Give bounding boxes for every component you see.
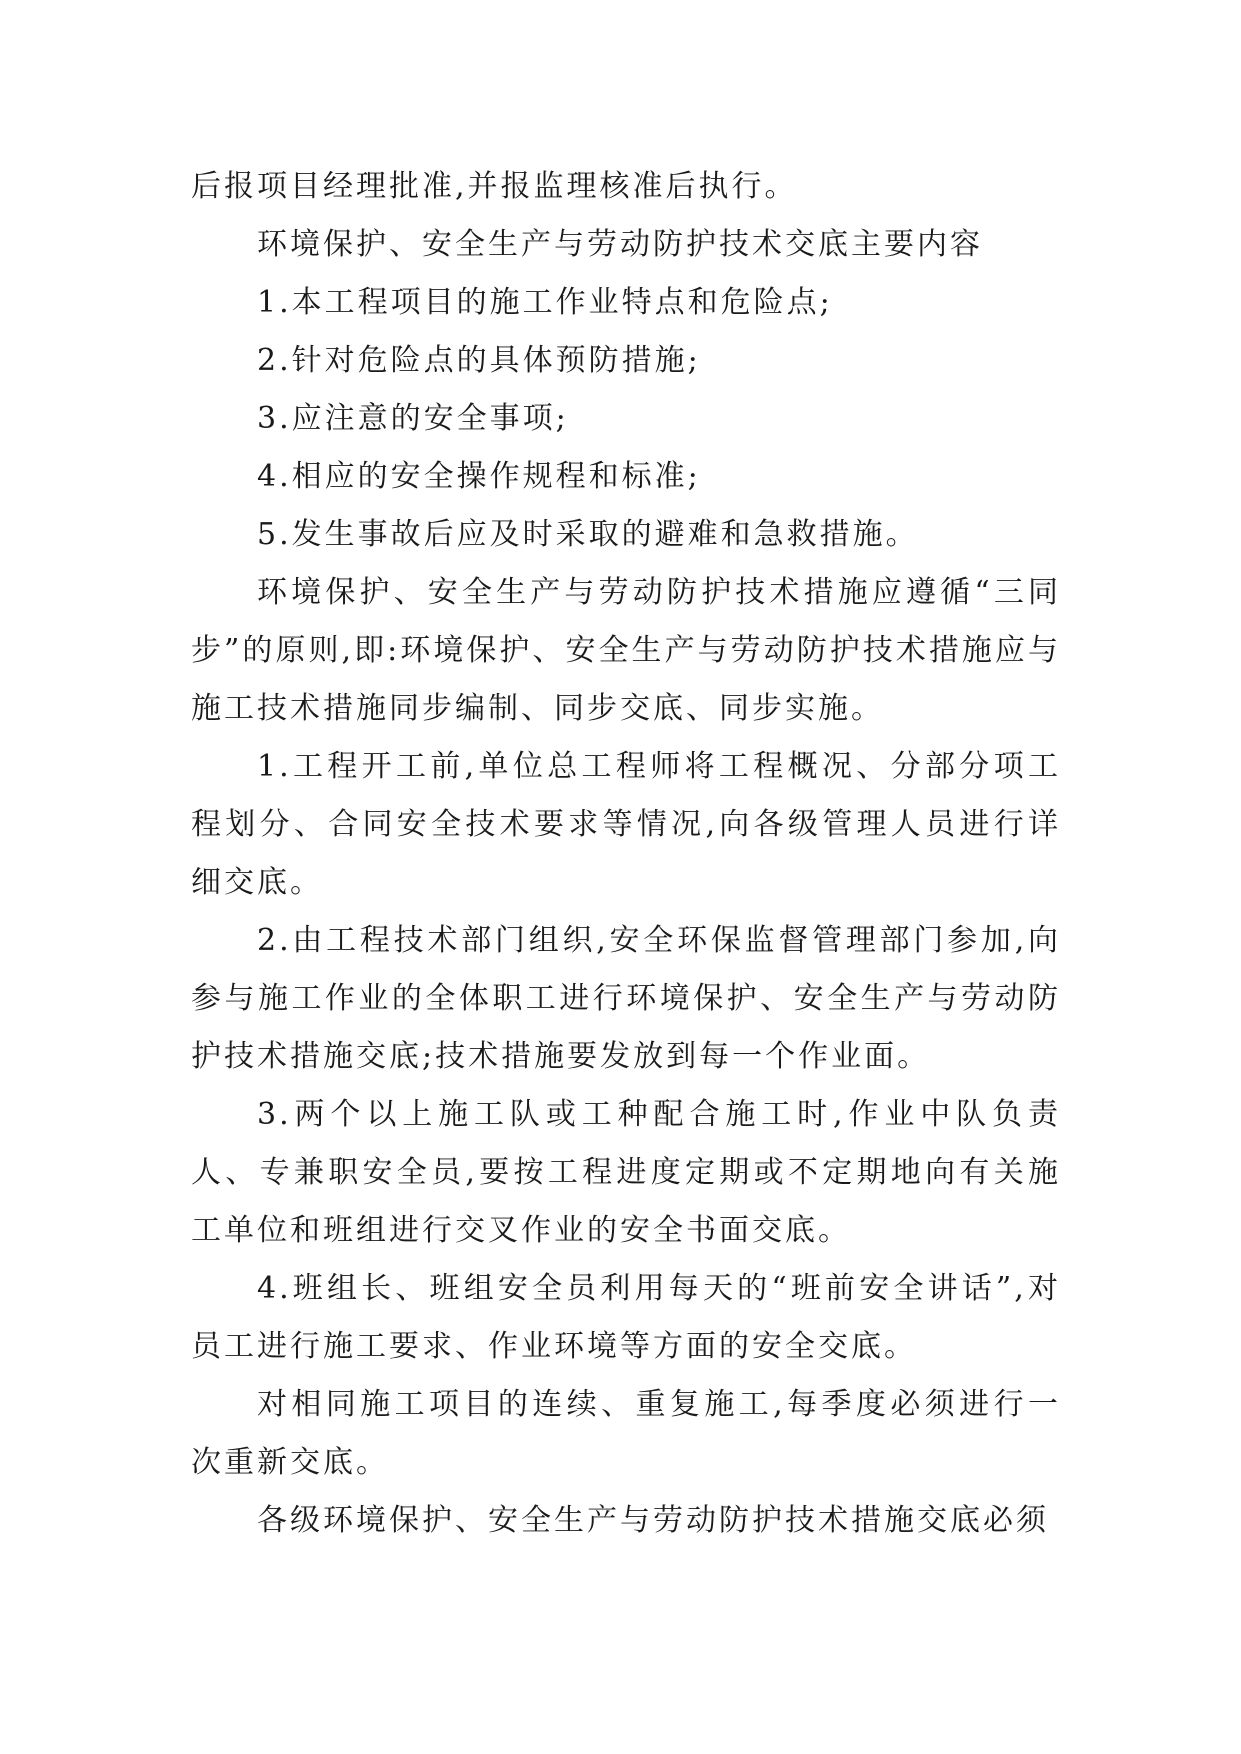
- paragraph: 各级环境保护、安全生产与劳动防护技术措施交底必须: [257, 1503, 1049, 1538]
- paragraph: 后报项目经理批准,并报监理核准后执行。: [191, 169, 798, 204]
- list-item: 4.相应的安全操作规程和标准;: [257, 459, 701, 494]
- paragraph: 对相同施工项目的连续、重复施工,每季度必须进行一次重新交底。: [191, 1387, 1061, 1480]
- list-item: 5.发生事故后应及时采取的避难和急救措施。: [257, 517, 919, 552]
- list-item: 4.班组长、班组安全员利用每天的“班前安全讲话”,对员工进行施工要求、作业环境等方面的安全交底。: [191, 1271, 1061, 1364]
- paragraph: 环境保护、安全生产与劳动防护技术措施应遵循“三同步”的原则,即:环境保护、安全生产与劳动防护技术措施应与施工技术措施同步编制、同步交底、同步实施。: [191, 575, 1061, 726]
- list-item: 2.由工程技术部门组织,安全环保监督管理部门参加,向参与施工作业的全体职工进行环境保护、安全生产与劳动防护技术措施交底;技术措施要发放到每一个作业面。: [191, 923, 1061, 1074]
- list-item: 2.针对危险点的具体预防措施;: [257, 343, 701, 378]
- list-item: 1.工程开工前,单位总工程师将工程概况、分部分项工程划分、合同安全技术要求等情况,向各级管理人员进行详细交底。: [191, 749, 1061, 900]
- list-item: 3.两个以上施工队或工种配合施工时,作业中队负责人、专兼职安全员,要按工程进度定期或不定期地向有关施工单位和班组进行交叉作业的安全书面交底。: [191, 1097, 1061, 1248]
- list-item: 1.本工程项目的施工作业特点和危险点;: [257, 285, 833, 320]
- list-item: 3.应注意的安全事项;: [257, 401, 569, 436]
- section-heading: 环境保护、安全生产与劳动防护技术交底主要内容: [257, 227, 983, 262]
- document-body: [191, 158, 1061, 1550]
